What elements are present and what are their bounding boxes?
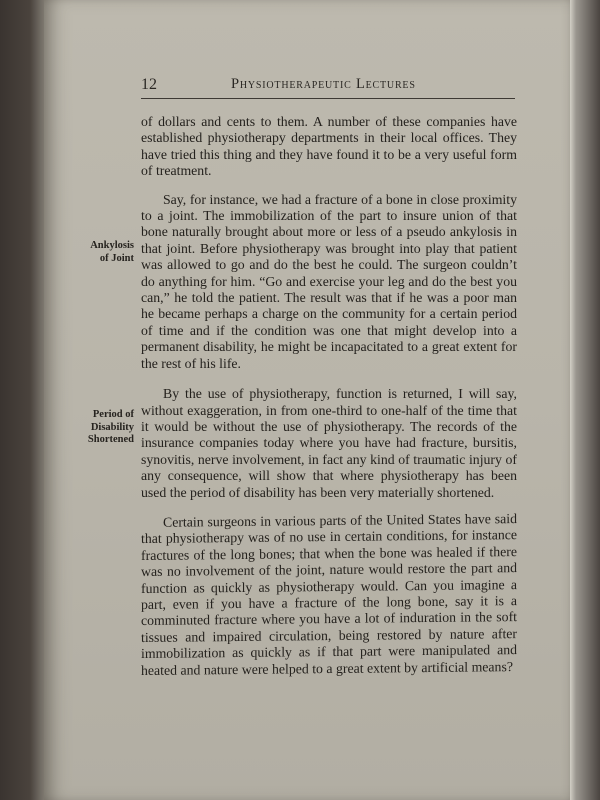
- running-head: Physiotherapeutic Lectures: [231, 76, 416, 92]
- margin-note-ankylosis: Ankylosis of Joint: [90, 240, 134, 264]
- margin-note-disability: Period of Disability Shortened: [87, 409, 134, 445]
- paragraph: of dollars and cents to them. A number of these companies have established physiotherapy departments in their local offices. They have tried this thing and they have found it to be a very useful form of treatment.: [141, 114, 517, 179]
- next-page-edge: [570, 0, 600, 800]
- body-text: [141, 114, 517, 690]
- page-number: 12: [141, 76, 157, 93]
- paragraph: By the use of physiotherapy, function is returned, I will say, without exaggeration, in from one-third to one-half of the time that it would be without the use of physiotherapy. The records of the insurance companies today where you have had fracture, bursitis, synovitis, nerve involvement, in fact any kind of traumatic injury of any consequence, will show that where physiotherapy has been used the period of disability has been very materially shortened.: [141, 386, 517, 500]
- page-header: [141, 74, 515, 99]
- paragraph: Say, for instance, we had a fracture of a bone in close proximity to a joint. The immobilization of the part to insure union of that bone naturally brought about more or less of a pseudo ankylosis in that joint. Before physiotherapy was brought into play that patient was allowed to go and do the best he could. The surgeon couldn’t do anything for him. “Go and exercise your leg and do the best you can,” he told the patient. The result was that if he was a poor man he became perhaps a charge on the community for a certain period of time and if the condition was one that might develop into a permanent disability, he might be incapacitated to a great extent for the rest of his life.: [141, 191, 517, 371]
- paragraph: Certain surgeons in various parts of the United States have said that physiotherapy was of no use in certain conditions, for instance fractures of the long bones; that when the bone was healed if there was no involvement of the joint, nature would restore the part and function as quickly as physiotherapy would. Can you imagine a part, even if you have a fracture of the long bone, say it is a comminuted fracture where you have a lot of induration in the soft tissues and impaired circulation, being restored by nature after immobilization as quickly as if that part were manipulated and heated and nature were helped to a great extent by artificial means?: [141, 510, 517, 678]
